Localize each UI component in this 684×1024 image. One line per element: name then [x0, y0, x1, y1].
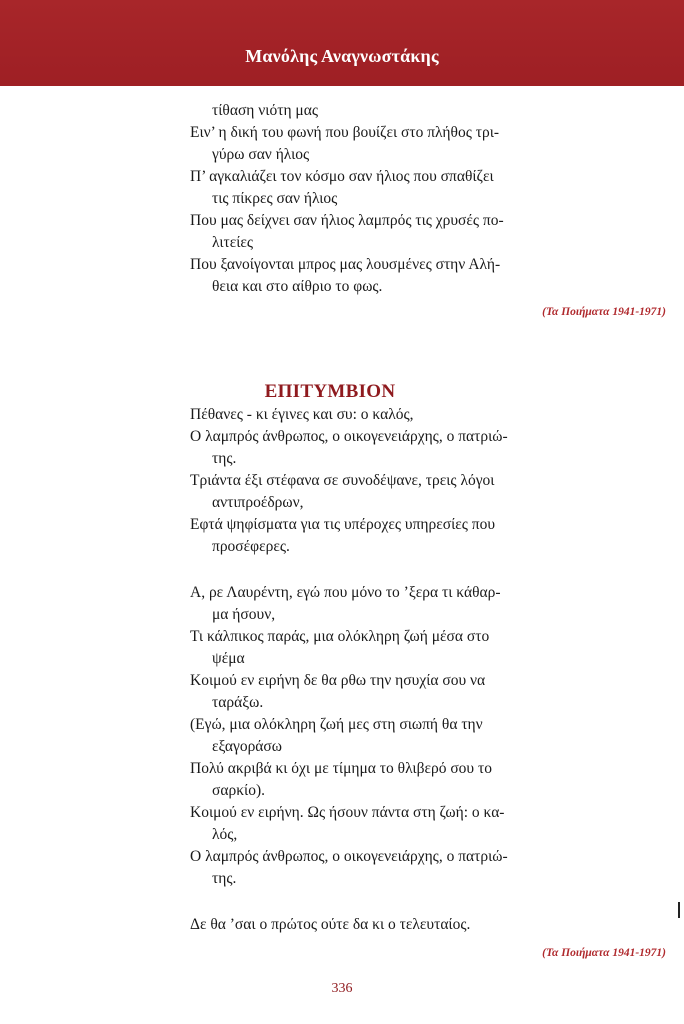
- verse-line: της.: [212, 450, 237, 467]
- verse-line: γύρω σαν ήλιος: [212, 146, 310, 163]
- verse-line: ψέμα: [212, 650, 245, 667]
- stanza-gap: [190, 558, 670, 582]
- verse-line: Που ξανοίγονται μπρος μας λουσμένες στην Αλή-: [190, 256, 501, 273]
- verse-line: Α, ρε Λαυρέντη, εγώ που μόνο το ’ξερα τι κάθαρ-: [190, 584, 501, 601]
- verse-line: Κοιμού εν ειρήνη. Ως ήσουν πάντα στη ζωή: ο κα-: [190, 804, 505, 821]
- verse-line: σαρκίο).: [212, 782, 265, 799]
- stanza-1: [190, 404, 670, 558]
- verse-line: Π’ αγκαλιάζει τον κόσμο σαν ήλιος που σπαθίζει: [190, 168, 494, 185]
- verse-line: εξαγοράσω: [212, 738, 282, 755]
- epitymbion-poem: [190, 404, 670, 936]
- poem-title: ΕΠΙΤΥΜΒΙΟΝ: [264, 381, 396, 402]
- verse-line: Τριάντα έξι στέφανα σε συνοδέψανε, τρεις λόγοι: [190, 472, 495, 489]
- verse-line: αντιπροέδρων,: [212, 494, 304, 511]
- verse-line: τις πίκρες σαν ήλιος: [212, 190, 338, 207]
- verse-line: Εφτά ψηφίσματα για τις υπέροχες υπηρεσίες που: [190, 516, 496, 533]
- top-poem: [190, 100, 670, 298]
- stanza-3: [190, 914, 670, 936]
- verse-line: λιτείες: [212, 234, 254, 251]
- verse-line: Ειν’ η δική του φωνή που βουίζει στο πλήθος τρι-: [190, 124, 500, 141]
- stanza-gap: [190, 890, 670, 914]
- edge-mark: [678, 902, 680, 918]
- header-band: [0, 0, 684, 86]
- verse-line: Ο λαμπρός άνθρωπος, ο οικογενειάρχης, ο πατριώ-: [190, 428, 508, 445]
- verse-line: τίθαση νιότη μας: [212, 102, 318, 119]
- verse-line: μα ήσουν,: [212, 606, 276, 623]
- top-poem-source: (Τα Ποιήματα 1941-1971): [542, 306, 666, 318]
- verse-line: (Εγώ, μια ολόκληρη ζωή μες στη σιωπή θα την: [190, 716, 483, 733]
- verse-line: της.: [212, 870, 237, 887]
- verse-line: Πέθανες - κι έγινες και συ: ο καλός,: [190, 406, 414, 423]
- verse-line: Πολύ ακριβά κι όχι με τίμημα το θλιβερό σου το: [190, 760, 492, 777]
- verse-line: Τι κάλπικος παράς, μια ολόκληρη ζωή μέσα στο: [190, 628, 490, 645]
- verse-line: θεια και στο αίθριο το φως.: [212, 278, 383, 295]
- verse-line: Ο λαμπρός άνθρωπος, ο οικογενειάρχης, ο πατριώ-: [190, 848, 508, 865]
- verse-line: Που μας δείχνει σαν ήλιος λαμπρός τις χρυσές πο-: [190, 212, 504, 229]
- verse-line: ταράξω.: [212, 694, 264, 711]
- verse-line: λός,: [212, 826, 238, 843]
- page-number: 336: [331, 981, 353, 996]
- author-name: Μανόλης Αναγνωστάκης: [245, 46, 439, 66]
- verse-line: προσέφερες.: [212, 538, 290, 555]
- stanza-2: [190, 582, 670, 890]
- epitymbion-source: (Τα Ποιήματα 1941-1971): [542, 947, 666, 959]
- verse-line: Δε θα ’σαι ο πρώτος ούτε δα κι ο τελευταίος.: [190, 916, 471, 933]
- verse-line: Κοιμού εν ειρήνη δε θα ρθω την ησυχία σου να: [190, 672, 486, 689]
